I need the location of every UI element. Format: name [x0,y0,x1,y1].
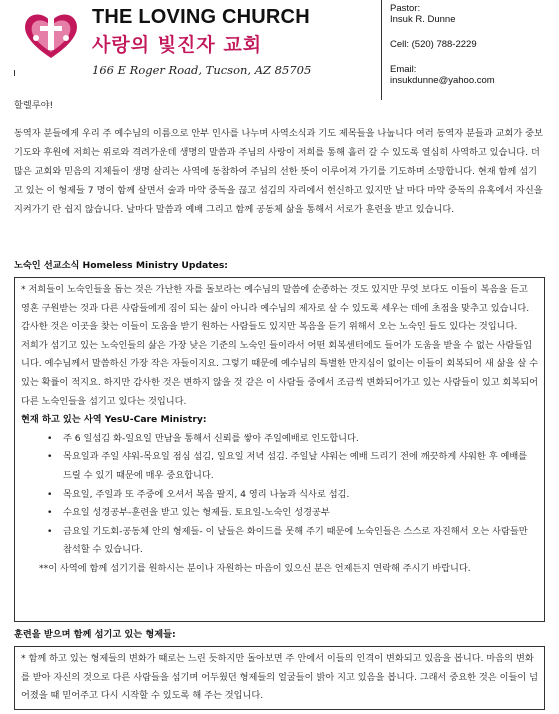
homeless-section-title: 노숙인 선교소식 Homeless Ministry Updates: [14,260,228,271]
church-address: 166 E Roger Road, Tucson, AZ 85705 [92,63,312,77]
email-address[interactable]: insukdunne@yahoo.com [390,75,495,86]
homeless-paragraph-2: 저희가 섬기고 있는 노숙인들의 삶은 가장 낮은 기준의 노숙인 들이라서 어떤 회복센터에도 들어가 도움을 받을 수 없는 사람들입니다. 예수님께서 말씀하신 가장 작은 자들이지요. 그렇기 때문에 예수님의 특별한 만지심이 없이는 이들이 회복되어 새 삶을 살 수 있는 확률이 적지요. 하지만 감사한 것은 변하지 않을 것 같은 이 사람들 중에서 조금씩 변화되어가고 있는 사람들이 있고 회복되어 다른 노숙인들을 섬기고 있다는 것입니다. [21,339,538,407]
pastor-info [390,3,558,86]
church-name-ko: 사랑의 빛진자 교회 [92,34,263,56]
brothers-box [14,646,545,710]
church-logo [20,8,82,62]
current-ministry-title [21,411,538,430]
homeless-paragraph-1: * 저희들이 노숙인들을 돕는 것은 가난한 자를 돌보라는 예수님의 말씀에 순종하는 것도 있지만 무엇 보다도 이들이 복음을 듣고 영혼 구원받는 것과 다른 사람들에게 짐이 되는 삶이 아니라 예수님의 제자로 살 수 있도록 세우는 데에 초점을 맞추고 있습니다. 감사한 것은 이곳을 찾는 이들이 도움을 받기 원하는 사람들도 있지만 복음을 듣기 위해서 오는 노숙인 들도 있다는 것입니다. [21,284,530,333]
volunteer-note: **이 사역에 함께 섬기기를 원하시는 분이나 자원하는 마음이 있으신 분은 언제든지 연락해 주시기 바랍니다. [39,562,471,574]
brothers-section-title: 훈련을 받으며 함께 섬기고 있는 형제들: [14,629,176,640]
header-divider [381,0,382,100]
list-item: • 수요일 성경공부-훈련을 받고 있는 형제들. 토요일-노숙인 성경공부 [51,504,538,523]
heart-cross-logo-icon [20,8,82,62]
list-item: • 목요일과 주일 샤워-목요일 점심 섬김, 일요일 저녁 섬김. 주일날 샤워는 예배 드리기 전에 깨끗하게 샤워한 후 예배를 드릴 수 있기 때문에 매우 중요합니다. [51,448,538,485]
current-ministry-title-suffix: YesU-Care Ministry: [104,414,207,426]
intro-paragraph: 동역자 분들에게 우리 주 예수님의 이름으로 안부 인사를 나누며 사역소식과 기도 제목들을 나눕니다 여러 동역자 분들과 교회가 중보기도와 후원에 저희는 위로와 격려가운데 생명의 말씀과 주님의 사랑이 저희를 통해 흘러 갈 수 있도록 열심히 사역하고 있습니다. 더 많은 교회와 믿음의 지체들이 생명 살리는 사역에 동참하여 주님의 선한 뜻이 이루어져 가기를 기도하며 소망합니다. 현재 함께 섬기고 있는 이 형제들 7 명이 함께 살면서 술과 마약 중독을 끊고 섬김의 자리에서 헌신하고 있지만 날 마다 마약 중독의 유혹에서 자신을 지켜가기 란 쉽지 않습니다. 날마다 말씀과 예배 그리고 함께 공동체 삶을 통해서 서로가 훈련을 받고 있습니다. [14,128,543,215]
list-item: • 주 6 일섬김 화-일요일 만남을 통해서 신뢰를 쌓아 주일예배로 인도합니다. [51,430,538,449]
homeless-ministry-box [14,277,545,622]
list-item: • 목요일, 주일과 또 주중에 오셔서 복음 팔지, 4 영리 나눔과 식사로 섬김. [51,486,538,505]
list-item: • 금요일 기도회-공동체 안의 형제들- 이 날들은 화이드를 못해 주기 때문에 노숙인들은 스스로 자진해서 오는 사람들만 참석할 수 있습니다. [51,523,538,560]
cursor-mark [14,70,15,76]
ministry-schedule-list [21,430,538,560]
email-label: Email: [390,64,417,75]
pastor-label: Pastor: [390,3,421,14]
greeting: 할렐루야! [14,100,54,111]
current-ministry-title-prefix: 현재 하고 있는 사역 [21,414,105,426]
pastor-name: Insuk R. Dunne [390,14,456,25]
brothers-paragraph: * 함께 하고 있는 형제들의 변화가 때로는 느린 듯하지만 돌아보면 주 안에서 이들의 인격이 변화되고 있음을 봅니다. 마음의 변화를 받아 자신의 것으로 다른 사람들을 섬기며 어두웠던 형제들의 얼굴들이 밝아 지고 있음을 봅니다. 그래서 중요한 것은 이들이 넘어졌을 때 믿어주고 다시 시작할 수 있도록 해 주는 것입니다. [21,653,538,702]
church-name-en: THE LOVING CHURCH [92,6,310,28]
pastor-cell: Cell: (520) 788-2229 [390,39,477,50]
